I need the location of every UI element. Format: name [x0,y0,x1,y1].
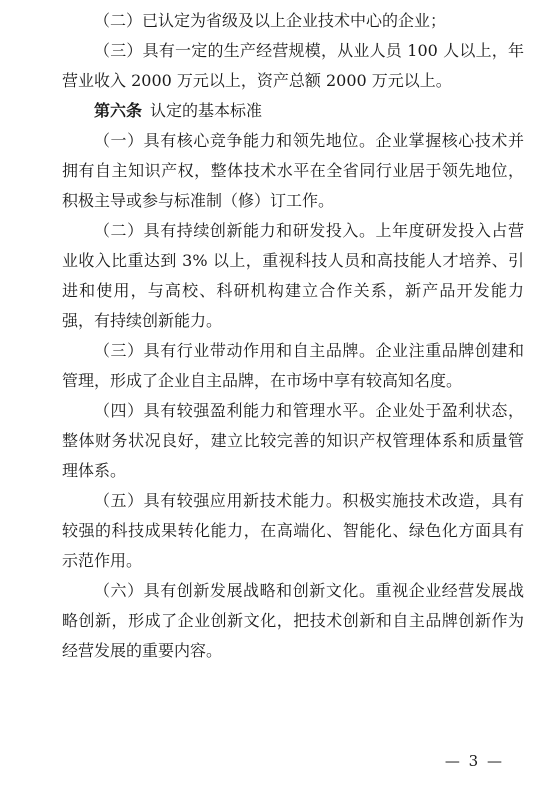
paragraph-text: （二）已认定为省级及以上企业技术中心的企业； [94,11,447,30]
paragraph-text: （三）具有行业带动作用和自主品牌。企业注重品牌创建和管理，形成了企业自主品牌，在市场中享有较高知名度。 [62,341,524,390]
article-number: 第六条 [94,101,143,120]
document-body [62,6,524,666]
criterion-3 [62,336,524,396]
paragraph-item-2 [62,6,524,36]
article-six-heading [62,96,524,126]
paragraph-text: （一）具有核心竞争能力和领先地位。企业掌握核心技术并拥有自主知识产权，整体技术水平在全省同行业居于领先地位，积极主导或参与标准制（修）订工作。 [62,131,524,210]
paragraph-text: （二）具有持续创新能力和研发投入。上年度研发投入占营业收入比重达到 3% 以上，重视科技人员和高技能人才培养、引进和使用，与高校、科研机构建立合作关系，新产品开发能力强，有持续创新能力。 [62,221,524,330]
criterion-1 [62,126,524,216]
article-title: 认定的基本标准 [150,101,263,120]
paragraph-text: （五）具有较强应用新技术能力。积极实施技术改造，具有较强的科技成果转化能力，在高端化、智能化、绿色化方面具有示范作用。 [62,491,524,570]
criterion-4 [62,396,524,486]
criterion-2 [62,216,524,336]
criterion-5 [62,486,524,576]
page-number: — 3 — [444,752,504,770]
paragraph-text: （六）具有创新发展战略和创新文化。重视企业经营发展战略创新，形成了企业创新文化，把技术创新和自主品牌创新作为经营发展的重要内容。 [62,581,524,660]
paragraph-text: （四）具有较强盈利能力和管理水平。企业处于盈利状态，整体财务状况良好，建立比较完善的知识产权管理体系和质量管理体系。 [62,401,524,480]
paragraph-item-3 [62,36,524,96]
paragraph-text: （三）具有一定的生产经营规模，从业人员 100 人以上，年营业收入 2000 万元以上，资产总额 2000 万元以上。 [62,41,524,90]
criterion-6 [62,576,524,666]
